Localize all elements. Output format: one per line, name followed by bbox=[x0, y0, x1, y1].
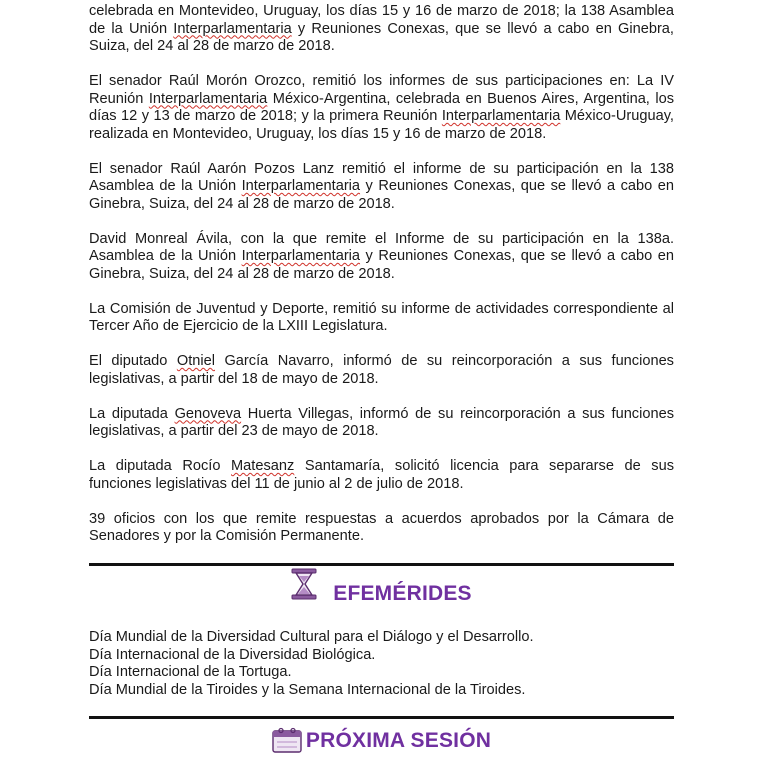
text-run: La diputada bbox=[89, 405, 175, 422]
spellcheck-word: Genoveva bbox=[174, 405, 242, 422]
text-run: El senador Raúl Aarón Pozos Lanz remitió el informe de su participación en la 138 Asamblea de la Unión bbox=[89, 160, 674, 194]
paragraph bbox=[89, 231, 674, 284]
text-run: La Comisión de Juventud y Deporte, remitió su informe de actividades correspondiente al Tercer Año de Ejercicio de la LXIII Legislatura. bbox=[89, 300, 674, 334]
proxima-sesion-title: PRÓXIMA SESIÓN bbox=[305, 729, 492, 752]
paragraph bbox=[89, 406, 674, 441]
efemeride-item: Día Internacional de la Tortuga. bbox=[89, 664, 292, 680]
paragraph bbox=[89, 161, 674, 214]
paragraph bbox=[89, 3, 674, 56]
spellcheck-word: Interparlamentaria bbox=[173, 20, 292, 37]
text-run: El senador Raúl Morón Orozco, remitió los informes de sus participaciones en: La IV Reunión bbox=[89, 73, 674, 107]
spellcheck-word: Interparlamentaria bbox=[148, 90, 268, 107]
calendar-icon bbox=[272, 727, 302, 753]
text-run: México-Uruguay, realizada en Montevideo, Uruguay, los días 15 y 16 de marzo de 2018. bbox=[89, 108, 674, 142]
efemerides-header bbox=[89, 568, 674, 608]
text-run: Huerta Villegas, informó de su reincorporación a sus funciones legislativas, a partir del 23 de mayo de 2018. bbox=[89, 405, 674, 439]
text-run: 39 oficios con los que remite respuestas a acuerdos aprobados por la Cámara de Senadores y por la Comisión Permanente. bbox=[89, 510, 674, 544]
text-run: y Reuniones Conexas, que se llevó a cabo en Ginebra, Suiza, del 24 al 28 de marzo de 2018. bbox=[89, 178, 674, 212]
proxima-sesion-header bbox=[89, 724, 674, 764]
paragraph-list bbox=[89, 3, 674, 546]
spellcheck-word: Matesanz bbox=[231, 458, 295, 474]
efemerides-list bbox=[89, 629, 674, 699]
document-body bbox=[89, 3, 674, 764]
efemeride-item: Día Internacional de la Diversidad Biológica. bbox=[89, 646, 376, 663]
paragraph bbox=[89, 301, 674, 336]
text-run: México-Argentina, celebrada en Buenos Aires, Argentina, los días 12 y 13 de marzo de 2018; y la primera Reunión bbox=[89, 90, 675, 124]
hourglass-icon bbox=[291, 568, 317, 600]
text-run: La diputada Rocío bbox=[89, 458, 232, 474]
text-run: David Monreal Ávila, con la que remite el Informe de su participación en la 138a. Asamblea de la Unión bbox=[89, 230, 674, 264]
text-run: y Reuniones Conexas, que se llevó a cabo en Ginebra, Suiza, del 24 al 28 de marzo de 2018. bbox=[89, 248, 674, 282]
text-run: García Navarro, informó de su reincorporación a sus funciones legislativas, a partir del 18 de mayo de 2018. bbox=[89, 353, 674, 387]
section-divider bbox=[89, 563, 674, 566]
text-run: y Reuniones Conexas, que se llevó a cabo en Ginebra, Suiza, del 24 al 28 de marzo de 2018. bbox=[89, 20, 674, 54]
text-run: El diputado bbox=[89, 353, 177, 369]
efemeride-item: Día Mundial de la Tiroides y la Semana Internacional de la Tiroides. bbox=[89, 681, 526, 698]
paragraph bbox=[89, 511, 674, 546]
section-divider bbox=[89, 716, 674, 719]
spellcheck-word: Interparlamentaria bbox=[241, 248, 361, 264]
spellcheck-word: Interparlamentaria bbox=[241, 178, 361, 194]
text-run: celebrada en Montevideo, Uruguay, los días 15 y 16 de marzo de 2018; la 138 Asamblea de la Unión bbox=[89, 3, 674, 37]
paragraph bbox=[89, 73, 674, 143]
paragraph bbox=[89, 458, 674, 493]
efemerides-title: EFEMÉRIDES bbox=[333, 582, 472, 605]
paragraph bbox=[89, 353, 674, 388]
text-run: Santamaría, solicitó licencia para separarse de sus funciones legislativas del 11 de junio al 2 de julio de 2018. bbox=[89, 458, 674, 492]
spellcheck-word: Interparlamentaria bbox=[441, 108, 561, 124]
efemeride-item: Día Mundial de la Diversidad Cultural para el Diálogo y el Desarrollo. bbox=[89, 629, 534, 645]
spellcheck-word: Otniel bbox=[176, 353, 215, 369]
